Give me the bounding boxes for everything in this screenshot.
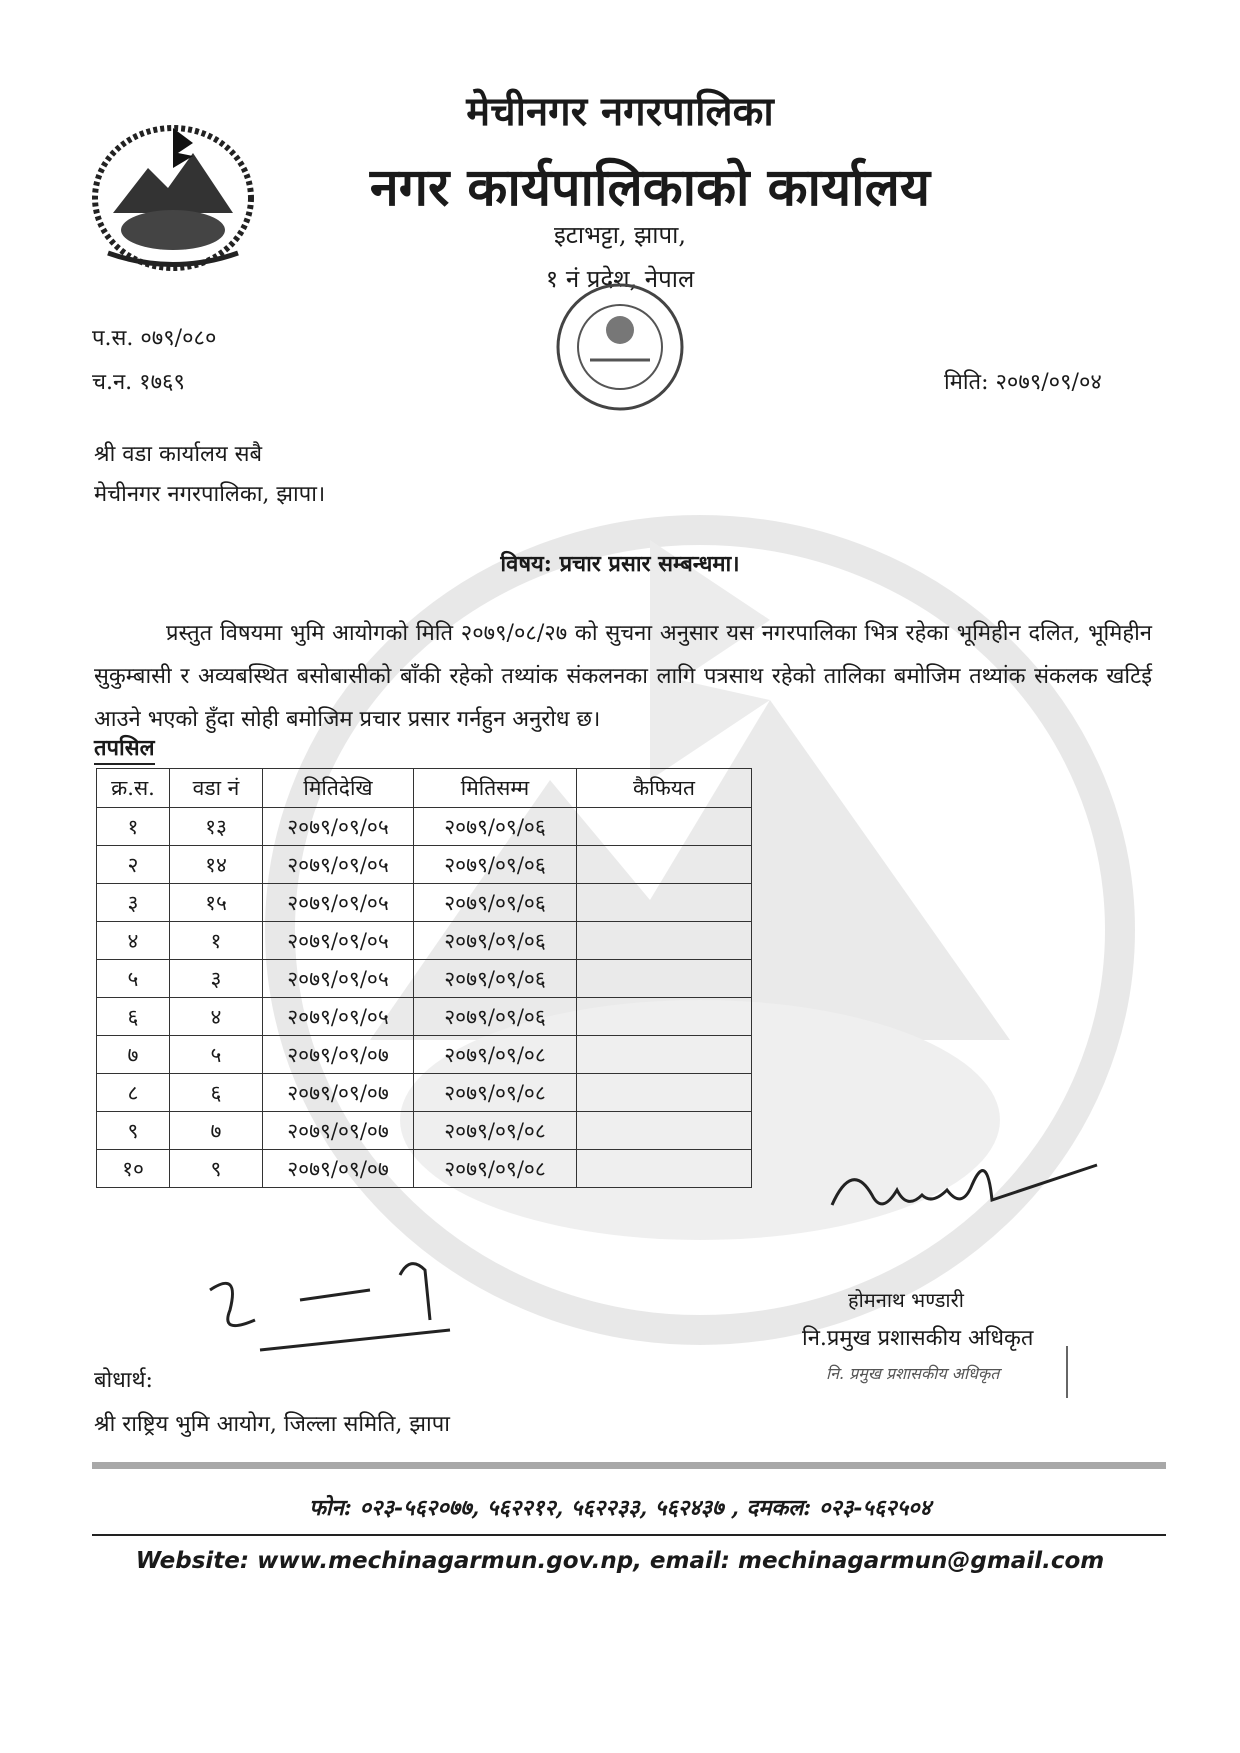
signatory-title: नि.प्रमुख प्रशासकीय अधिकृत [802, 1326, 1034, 1351]
to-date-cell: २०७९/०९/०६ [414, 846, 577, 884]
to-date-cell: २०७९/०९/०८ [414, 1036, 577, 1074]
office-name: नगर कार्यपालिकाको कार्यालय [369, 157, 931, 218]
from-date-cell: २०७९/०९/०५ [263, 998, 414, 1036]
schedule-table [96, 768, 752, 1188]
serial-cell: ७ [97, 1036, 170, 1074]
to-date-cell: २०७९/०९/०६ [414, 922, 577, 960]
cc-label: बोधार्थ: [94, 1368, 153, 1393]
table-row [97, 922, 752, 960]
from-date-cell: २०७९/०९/०५ [263, 960, 414, 998]
from-date-cell: २०७९/०९/०५ [263, 884, 414, 922]
from-date-cell: २०७९/०९/०७ [263, 1112, 414, 1150]
letter-date: मिति: २०७९/०९/०४ [944, 370, 1102, 395]
serial-cell: ६ [97, 998, 170, 1036]
remarks-cell [577, 808, 752, 846]
ward-cell: १४ [170, 846, 263, 884]
table-row [97, 998, 752, 1036]
remarks-cell [577, 1036, 752, 1074]
dispatch-number: च.न. १७६९ [92, 370, 185, 395]
office-seal-icon [530, 272, 725, 422]
column-header: क्र.स. [97, 769, 170, 808]
remarks-cell [577, 960, 752, 998]
signatory-stamp: नि. प्रमुख प्रशासकीय अधिकृत [826, 1364, 1000, 1383]
to-date-cell: २०७९/०९/०६ [414, 884, 577, 922]
ward-cell: ७ [170, 1112, 263, 1150]
from-date-cell: २०७९/०९/०७ [263, 1150, 414, 1188]
stamp-bar [1066, 1346, 1068, 1398]
to-date-cell: २०७९/०९/०६ [414, 998, 577, 1036]
ward-cell: ९ [170, 1150, 263, 1188]
from-date-cell: २०७९/०९/०५ [263, 846, 414, 884]
footer-divider [92, 1462, 1166, 1469]
from-date-cell: २०७९/०९/०५ [263, 922, 414, 960]
remarks-cell [577, 1074, 752, 1112]
table-header-row [97, 769, 752, 808]
remarks-cell [577, 1112, 752, 1150]
footer-phone: फोन: ०२३-५६२०७७, ५६२२१२, ५६२२३३, ५६२४३७ , दमकल: ०२३-५६२५०४ [308, 1495, 932, 1521]
serial-cell: ५ [97, 960, 170, 998]
remarks-cell [577, 998, 752, 1036]
serial-cell: ९ [97, 1112, 170, 1150]
table-row [97, 846, 752, 884]
signature-left-icon [200, 1250, 500, 1360]
remarks-cell [577, 884, 752, 922]
ward-cell: ४ [170, 998, 263, 1036]
recipient-line-1: श्री वडा कार्यालय सबै [94, 442, 263, 467]
remarks-cell [577, 1150, 752, 1188]
municipality-name: मेचीनगर नगरपालिका [466, 88, 774, 135]
ward-cell: ५ [170, 1036, 263, 1074]
footer-website: Website: www.mechinagarmun.gov.np, email: mechinagarmun@gmail.com [135, 1548, 1105, 1574]
fiscal-year: प.स. ०७९/०८० [92, 326, 217, 351]
ward-cell: १५ [170, 884, 263, 922]
from-date-cell: २०७९/०९/०५ [263, 808, 414, 846]
ward-cell: ६ [170, 1074, 263, 1112]
office-province: १ नं प्रदेश, नेपाल [545, 265, 695, 293]
column-header: वडा नं [170, 769, 263, 808]
cc-recipient: श्री राष्ट्रिय भुमि आयोग, जिल्ला समिति, झापा [94, 1412, 450, 1437]
signatory-name: होमनाथ भण्डारी [848, 1288, 964, 1312]
ward-cell: १३ [170, 808, 263, 846]
serial-cell: ३ [97, 884, 170, 922]
to-date-cell: २०७९/०९/०८ [414, 1150, 577, 1188]
schedule-heading: तपसिल [94, 732, 155, 765]
remarks-cell [577, 922, 752, 960]
footer-divider-thin [92, 1534, 1166, 1536]
table-row [97, 1150, 752, 1188]
serial-cell: ४ [97, 922, 170, 960]
table-row [97, 960, 752, 998]
to-date-cell: २०७९/०९/०८ [414, 1074, 577, 1112]
recipient-line-2: मेचीनगर नगरपालिका, झापा। [94, 482, 326, 507]
column-header: मितिदेखि [263, 769, 414, 808]
serial-cell: १ [97, 808, 170, 846]
column-header: मितिसम्म [414, 769, 577, 808]
office-address: इटाभट्टा, झापा, [553, 221, 686, 249]
to-date-cell: २०७९/०९/०६ [414, 960, 577, 998]
table-row [97, 1036, 752, 1074]
nepal-emblem-icon [88, 118, 258, 278]
from-date-cell: २०७९/०९/०७ [263, 1074, 414, 1112]
table-row [97, 808, 752, 846]
letter-subject: विषय: प्रचार प्रसार सम्बन्धमा। [500, 551, 740, 577]
ward-cell: १ [170, 922, 263, 960]
table-row [97, 884, 752, 922]
serial-cell: ८ [97, 1074, 170, 1112]
letter-body: प्रस्तुत विषयमा भुमि आयोगको मिति २०७९/०८/२७ को सुचना अनुसार यस नगरपालिका भित्र रहेका भूमिहीन दलित, भूमिहीन सुकुम्बासी र अव्यबस्थित बसोबासीको बाँकी रहेको तथ्यांक संकलनका लागि पत्रसाथ रहेको तालिका बमोजिम तथ्यांक संकलक खटिई आउने भएको हुँदा सोही बमोजिम प्रचार प्रसार गर्नहुन अनुरोध छ। [94, 621, 1152, 732]
to-date-cell: २०७९/०९/०८ [414, 1112, 577, 1150]
table-row [97, 1074, 752, 1112]
from-date-cell: २०७९/०९/०७ [263, 1036, 414, 1074]
signature-right-icon [822, 1150, 1102, 1240]
serial-cell: २ [97, 846, 170, 884]
ward-cell: ३ [170, 960, 263, 998]
remarks-cell [577, 846, 752, 884]
serial-cell: १० [97, 1150, 170, 1188]
table-row [97, 1112, 752, 1150]
column-header: कैफियत [577, 769, 752, 808]
to-date-cell: २०७९/०९/०६ [414, 808, 577, 846]
